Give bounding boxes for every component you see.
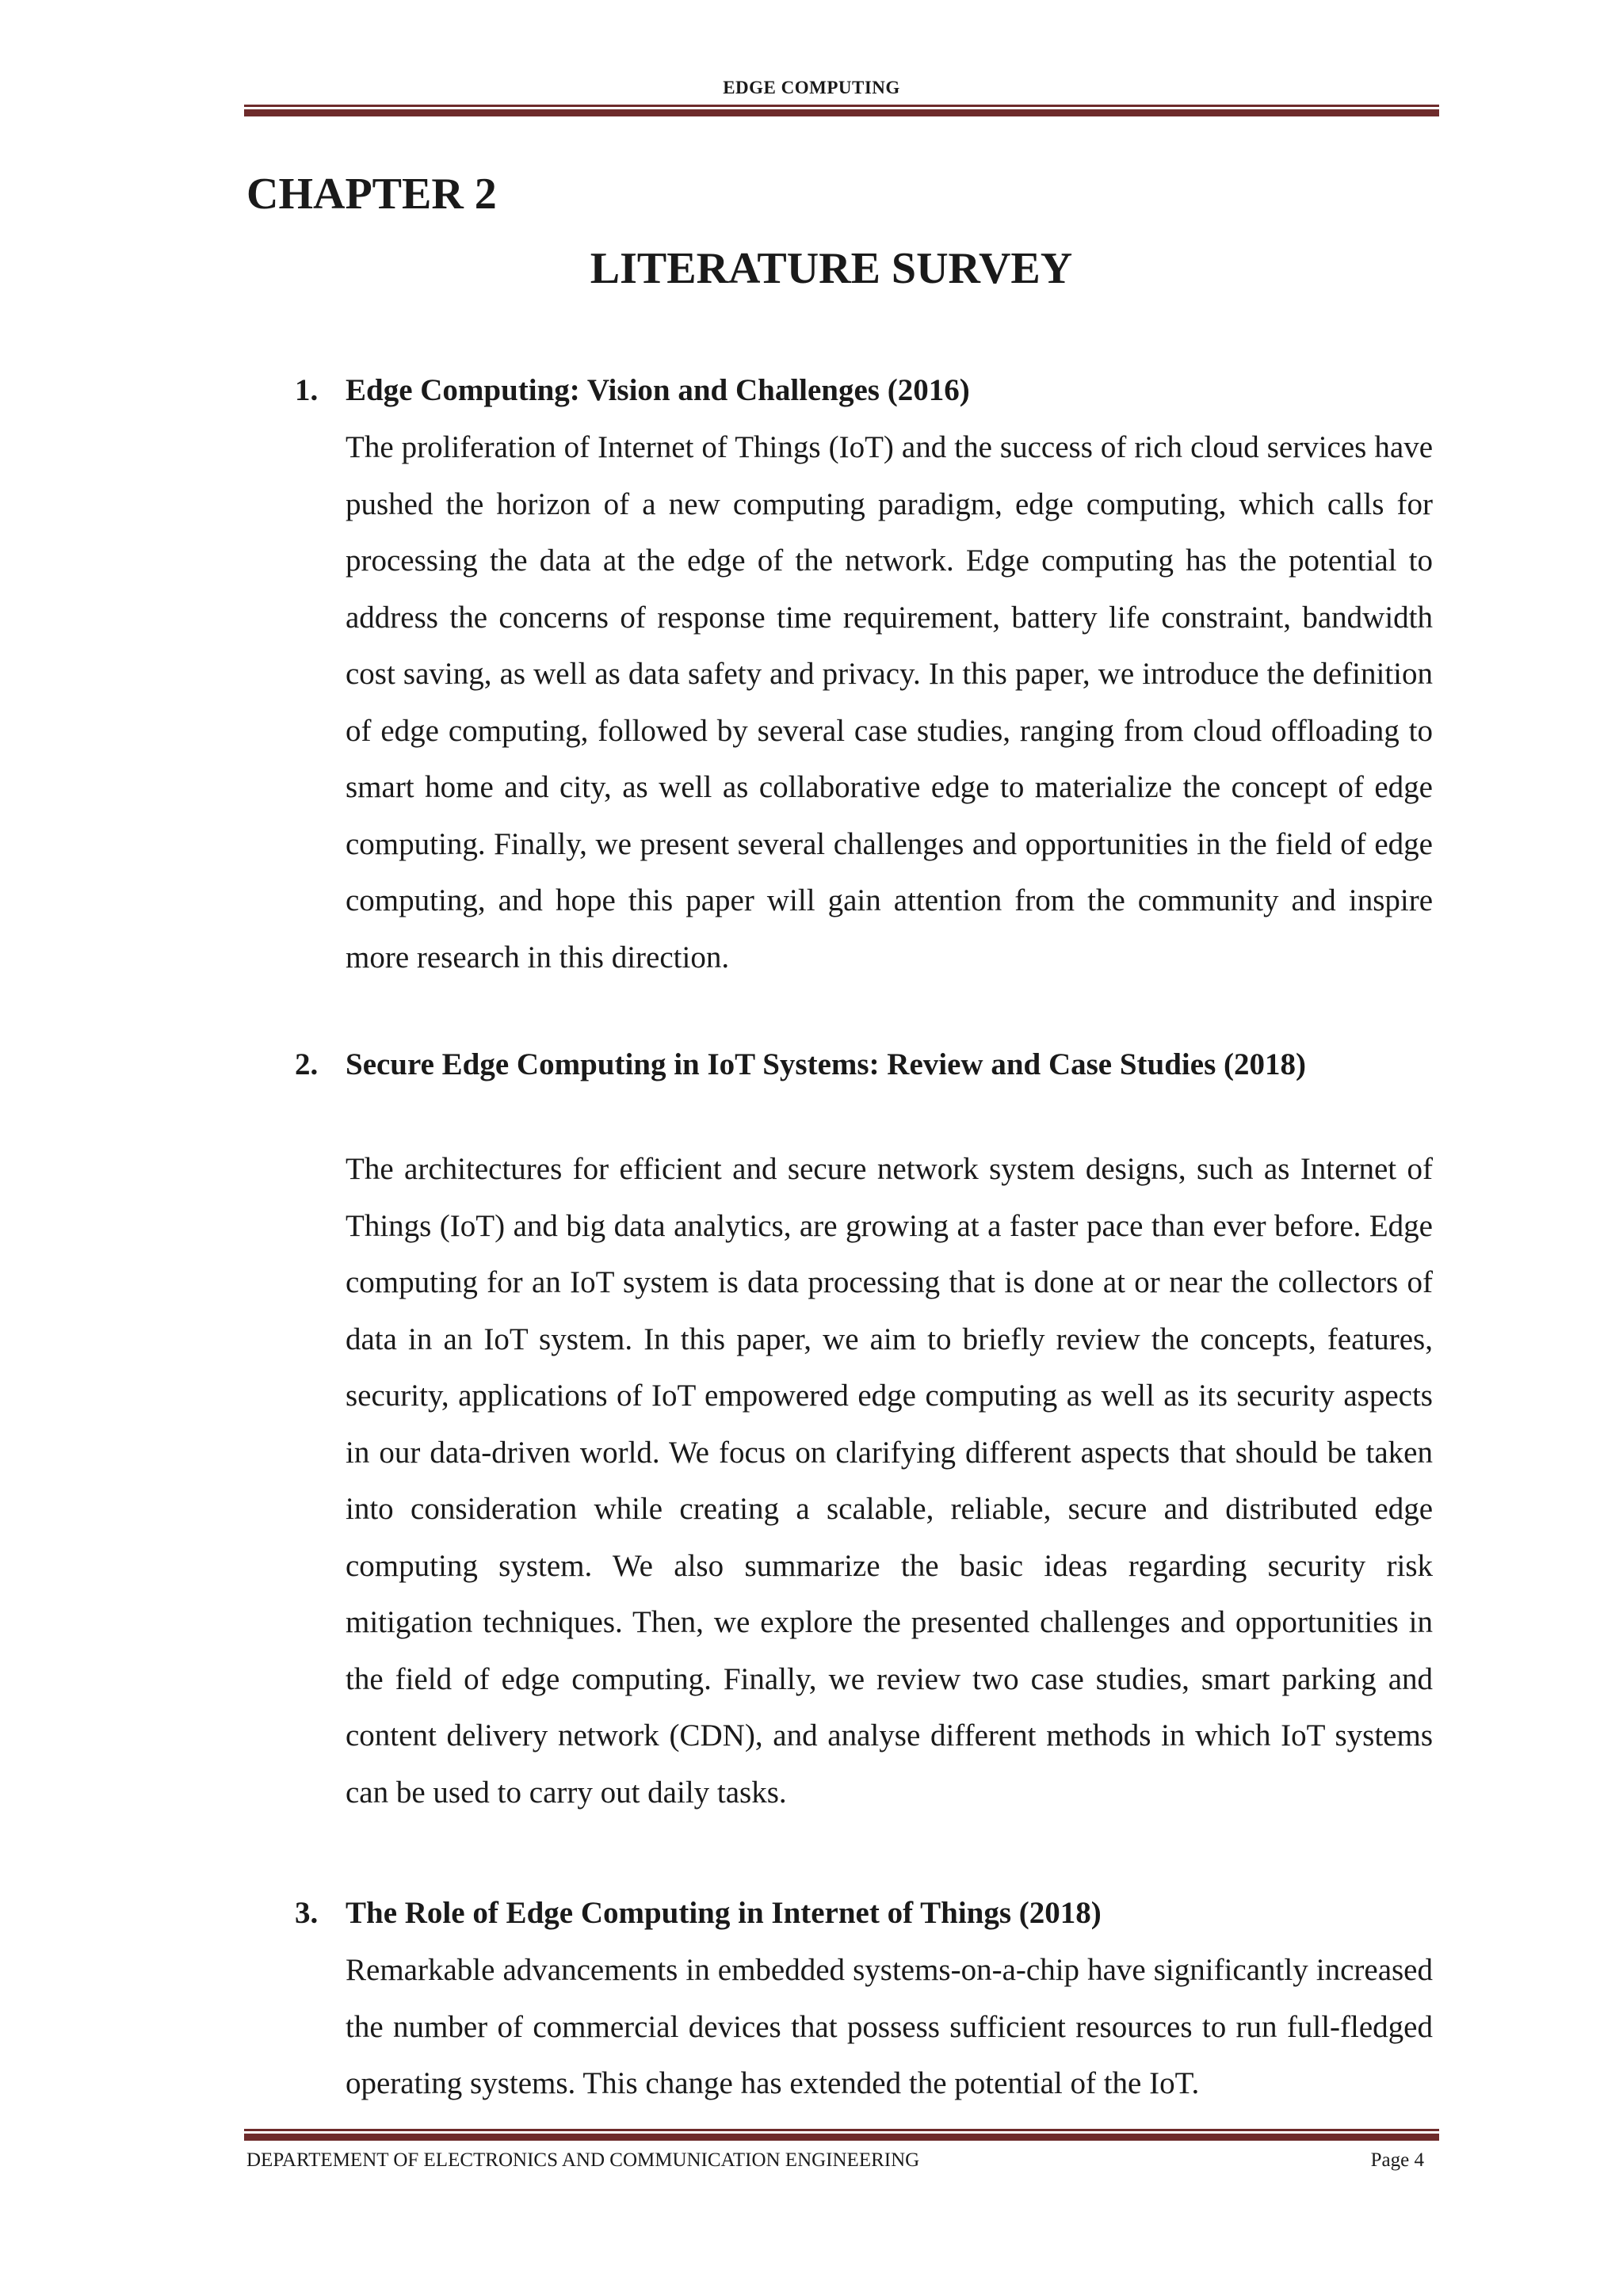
page-header-title: EDGE COMPUTING <box>723 78 900 97</box>
survey-entry <box>295 372 1433 986</box>
footer-department: DEPARTEMENT OF ELECTRONICS AND COMMUNICATION ENGINEERING <box>246 2149 920 2171</box>
footer-rule <box>244 2129 1439 2141</box>
entry-title: Edge Computing: Vision and Challenges (2016) <box>346 373 970 407</box>
entry-title: The Role of Edge Computing in Internet of Things (2018) <box>346 1896 1102 1930</box>
entry-number: 2. <box>295 1047 319 1081</box>
survey-entry <box>295 1046 1433 1821</box>
header-rule <box>244 105 1439 116</box>
entry-abstract: Remarkable advancements in embedded systems-on-a-chip have significantly increased the number of commercial devices that possess sufficient resources to run full-fledged operating systems. This change has extended the potential of the IoT. <box>346 1953 1433 2100</box>
entry-heading <box>295 1046 1433 1084</box>
entry-heading <box>295 1894 1433 1932</box>
entry-number: 1. <box>295 373 319 407</box>
entry-abstract: The proliferation of Internet of Things (IoT) and the success of rich cloud services have pushed the horizon of a new computing paradigm, edge computing, which calls for processing the data at the edge of the network. Edge computing has the potential to address the concerns of response time requirement, battery life constraint, bandwidth cost saving, as well as data safety and privacy. In this paper, we introduce the definition of edge computing, followed by several case studies, ranging from cloud offloading to smart home and city, as well as collaborative edge to materialize the concept of edge computing. Finally, we present several challenges and opportunities in the field of edge computing, and hope this paper will gain attention from the community and inspire more research in this direction. <box>346 430 1433 974</box>
entry-heading <box>295 372 1433 410</box>
chapter-label: CHAPTER 2 <box>246 170 497 219</box>
entry-title: Secure Edge Computing in IoT Systems: Review and Case Studies (2018) <box>346 1047 1306 1081</box>
section-title: LITERATURE SURVEY <box>590 244 1073 293</box>
page-number: Page 4 <box>1370 2149 1424 2171</box>
survey-entry <box>295 1894 1433 2112</box>
entry-number: 3. <box>295 1896 319 1930</box>
entry-abstract: The architectures for efficient and secure network system designs, such as Internet of Things (IoT) and big data analytics, are growing at a faster pace than ever before. Edge computing for an IoT system is data processing that is done at or near the collectors of data in an IoT system. In this paper, we aim to briefly review the concepts, features, security, applications of IoT empowered edge computing as well as its security aspects in our data-driven world. We focus on clarifying different aspects that should be taken into consideration while creating a scalable, reliable, secure and distributed edge computing system. We also summarize the basic ideas regarding security risk mitigation techniques. Then, we explore the presented challenges and opportunities in the field of edge computing. Finally, we review two case studies, smart parking and content delivery network (CDN), and analyse different methods in which IoT systems can be used to carry out daily tasks. <box>346 1152 1433 1810</box>
